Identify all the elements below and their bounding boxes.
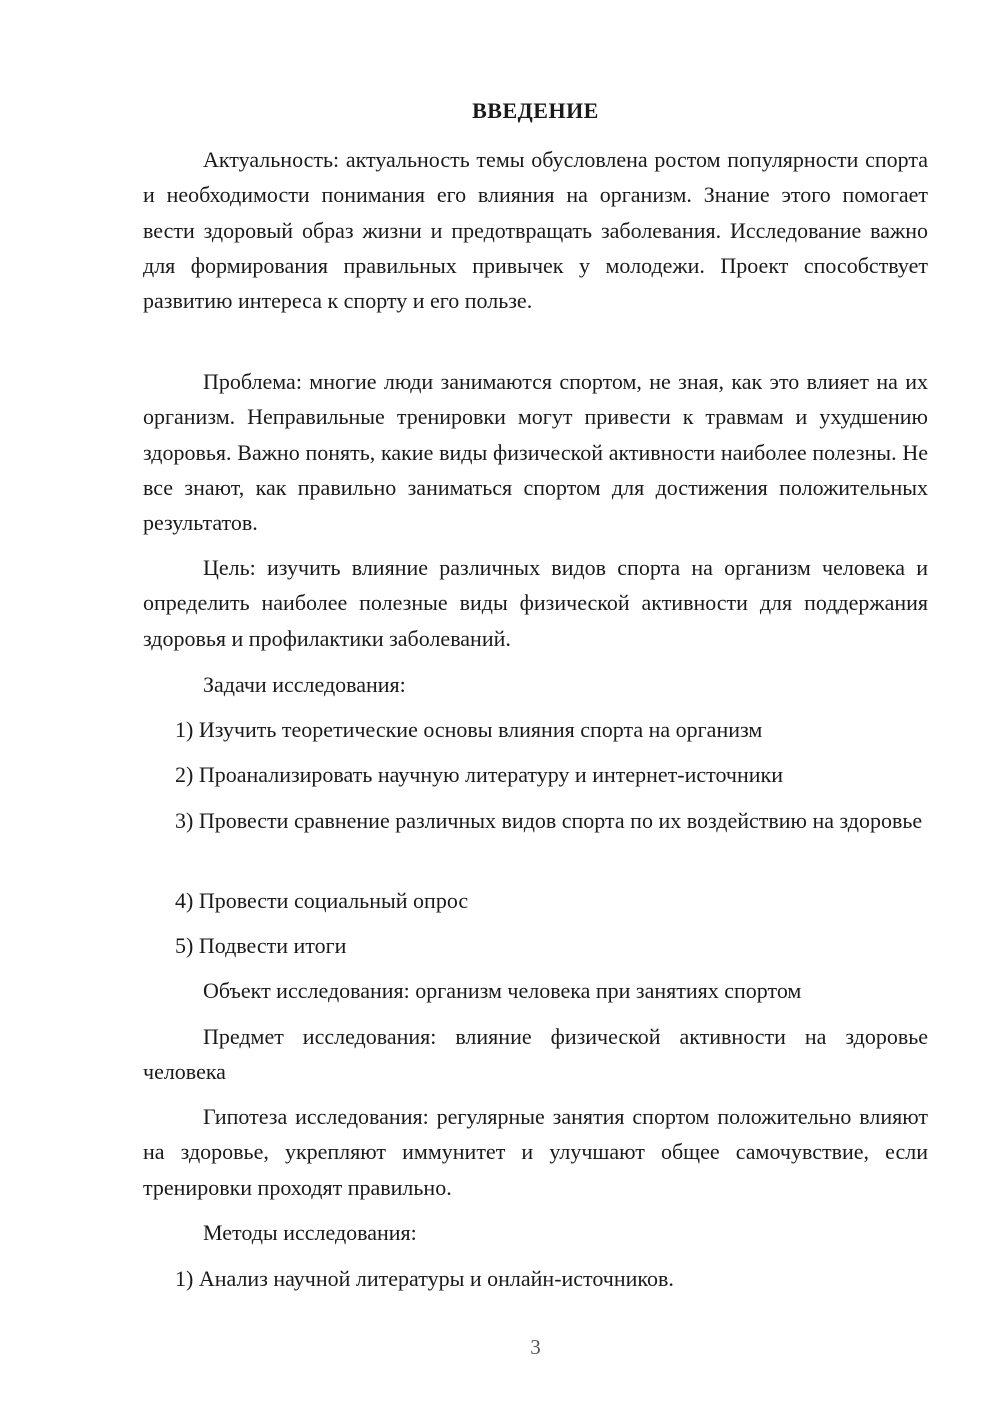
- task-item-5: 5) Подвести итоги: [175, 933, 347, 958]
- section-title: ВВЕДЕНИЕ: [472, 98, 599, 123]
- document-page: [143, 0, 928, 1414]
- goal-paragraph: Цель: изучить влияние различных видов спорта на организм человека и определить наиболее полезные виды физической активности для поддержания здоровья и профилактики заболеваний.: [143, 555, 928, 651]
- hypothesis-paragraph: Гипотеза исследования: регулярные занятия спортом положительно влияют на здоровье, укрепляют иммунитет и улучшают общее самочувствие, если тренировки проходят правильно.: [143, 1104, 928, 1200]
- subject-paragraph: Предмет исследования: влияние физической активности на здоровье человека: [143, 1024, 928, 1085]
- methods-heading: Методы исследования:: [203, 1220, 417, 1245]
- problem-paragraph: Проблема: многие люди занимаются спортом, не зная, как это влияет на их организм. Неправильные тренировки могут привести к травмам и ухудшению здоровья. Важно понять, какие виды физической активности наиболее полезны. Не все знают, как правильно заниматься спортом для достижения положительных результатов.: [143, 369, 928, 536]
- task-item-3: 3) Провести сравнение различных видов спорта по их воздействию на здоровье: [175, 808, 923, 833]
- tasks-heading: Задачи исследования:: [203, 672, 406, 697]
- object-paragraph: Объект исследования: организм человека при занятиях спортом: [203, 978, 802, 1003]
- relevance-paragraph: Актуальность: актуальность темы обусловлена ростом популярности спорта и необходимости понимания его влияния на организм. Знание этого помогает вести здоровый образ жизни и предотвращать заболевания. Исследование важно для формирования правильных привычек у молодежи. Проект способствует развитию интереса к спорту и его пользе.: [143, 147, 928, 314]
- task-item-1: 1) Изучить теоретические основы влияния спорта на организм: [175, 717, 763, 742]
- method-item-1: 1) Анализ научной литературы и онлайн-источников.: [175, 1266, 674, 1291]
- task-item-2: 2) Проанализировать научную литературу и интернет-источники: [175, 762, 783, 787]
- task-item-4: 4) Провести социальный опрос: [175, 888, 469, 913]
- page-number: 3: [530, 1335, 541, 1359]
